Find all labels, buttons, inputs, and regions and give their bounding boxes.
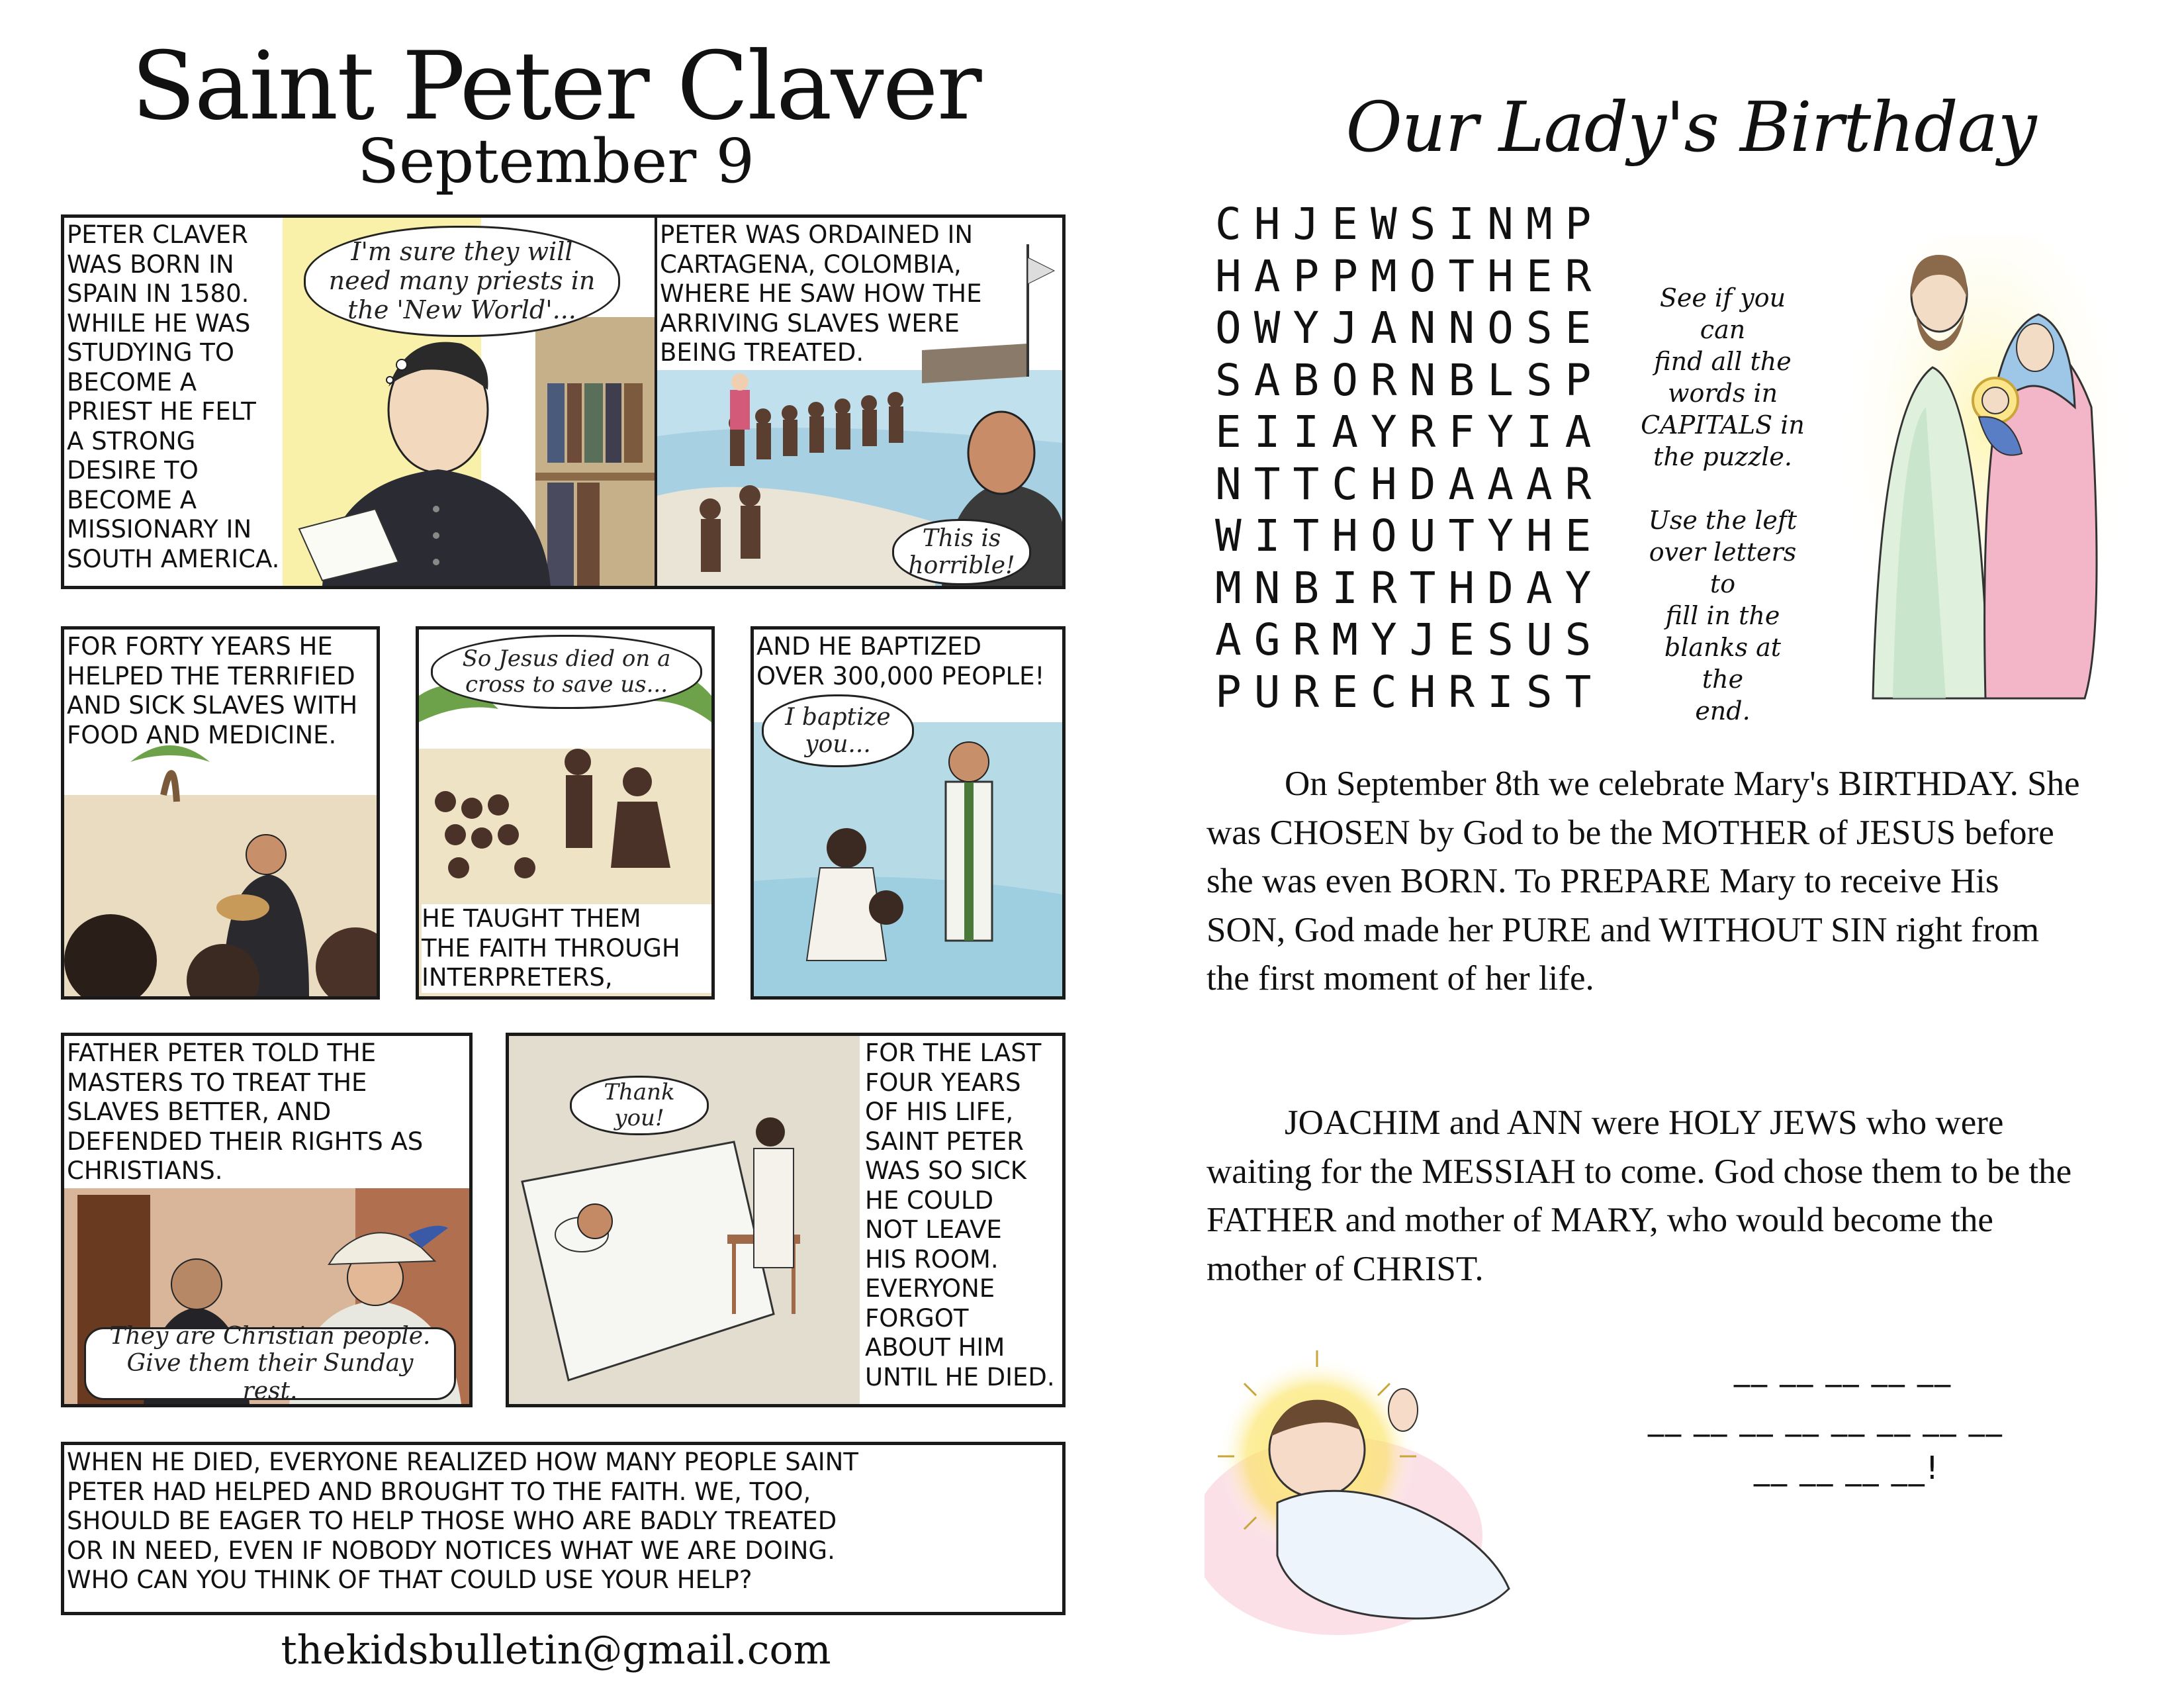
panel-caption: PETER WAS ORDAINED IN CARTAGENA, COLOMBIA, WHERE HE SAW HOW THE ARRIVING SLAVES WERE BEING TREATED. [660, 220, 982, 367]
feast-date: September 9 [357, 126, 755, 197]
comic-panel-3 [61, 626, 380, 1000]
answer-blanks-line-2[interactable]: __ __ __ __ __ __ __ __ [1648, 1400, 2003, 1437]
speech-bubble: Thank you! [570, 1076, 709, 1135]
comic-panel-8 [61, 1442, 1066, 1615]
comic-panel-4 [416, 626, 715, 1000]
word-search-row [1215, 355, 1612, 407]
word-search-row [1215, 459, 1612, 511]
word-search-letters: CHJEWSINMP [1215, 199, 1604, 250]
comic-panel-6 [61, 1033, 473, 1407]
thought-bubble: This is horrible! [892, 519, 1031, 585]
speech-bubble: I baptize you... [762, 694, 914, 767]
word-search-row [1215, 510, 1612, 563]
word-search-row [1215, 251, 1612, 303]
panel-caption: HE TAUGHT THEM THE FAITH THROUGH INTERPRETERS, [422, 904, 713, 993]
word-search-letters: EIIAYRFYIA [1215, 406, 1604, 457]
answer-blanks-line-1[interactable]: __ __ __ __ __ [1734, 1350, 1952, 1387]
page-title: Saint Peter Claver [131, 32, 981, 141]
word-search-letters: OWYJANNOSE [1215, 303, 1604, 353]
panel-caption: FOR FORTY YEARS HE HELPED THE TERRIFIED AND SICK SLAVES WITH FOOD AND MEDICINE. [67, 632, 358, 749]
word-search-row [1215, 667, 1612, 719]
comic-panel-5 [751, 626, 1066, 1000]
word-search-row [1215, 199, 1612, 251]
word-search-letters: SABORNBLSP [1215, 354, 1604, 406]
word-search-row [1215, 406, 1612, 459]
puzzle-instructions: See if you can find all the words in CAPITALS in the puzzle. Use the left over letters to fill in the blanks at the end. [1641, 283, 1805, 726]
word-search-letters: AGRMYJESUS [1215, 614, 1604, 665]
word-search-letters: WITHOUTYHE [1215, 510, 1604, 561]
panel-caption: FATHER PETER TOLD THE MASTERS TO TREAT THE SLAVES BETTER, AND DEFENDED THEIR RIGHTS AS CHRISTIANS. [67, 1039, 424, 1185]
panel-caption: WHEN HE DIED, EVERYONE REALIZED HOW MANY PEOPLE SAINT PETER HAD HELPED AND BROUGHT TO THE FAITH. WE, TOO, SHOULD BE EAGER TO HELP THOSE WHO ARE BADLY TREATED OR IN NEED, EVEN IF NOBODY NOTICES WHAT WE ARE DOING. WHO CAN YOU THINK OF THAT COULD USE YOUR HELP? [67, 1448, 858, 1594]
word-search-row [1215, 303, 1612, 355]
word-search-row [1215, 563, 1612, 615]
panel-caption: AND HE BAPTIZED OVER 300,000 PEOPLE! [756, 632, 1066, 691]
story-paragraph-2: JOACHIM and ANN were HOLY JEWS who were waiting for the MESSIAH to come. God chose them to be the FATHER and mother of MARY, who would become the mother of CHRIST. [1206, 1103, 2072, 1288]
page-title: Our Lady's Birthday [1345, 87, 2036, 167]
comic-panel-2 [654, 214, 1066, 589]
baby-mary-illustration [1205, 1337, 1602, 1648]
comic-panel-7 [506, 1033, 1066, 1407]
speech-bubble: They are Christian people. Give them their Sunday rest. [84, 1327, 456, 1400]
word-search-row [1215, 614, 1612, 667]
word-search-letters: PURECHRIST [1215, 666, 1604, 718]
speech-bubble: So Jesus died on a cross to save us... [431, 635, 702, 709]
panel-caption: FOR THE LAST FOUR YEARS OF HIS LIFE, SAINT PETER WAS SO SICK HE COULD NOT LEAVE HIS ROOM. EVERYONE FORGOT ABOUT HIM UNTIL HE DIED. [865, 1039, 1066, 1392]
contact-email[interactable]: thekidsbulletin@gmail.com [281, 1627, 831, 1673]
thought-bubble: I'm sure they will need many priests in the 'New World'... [304, 226, 620, 337]
word-search-letters: NTTCHDAAAR [1215, 458, 1604, 510]
story-paragraph-1: On September 8th we celebrate Mary's BIRTHDAY. She was CHOSEN by God to be the MOTHER of JESUS before she was even BORN. To PREPARE Mary to receive His SON, God made her PURE and WITHOUT SIN right from the first moment of her life. [1206, 765, 2080, 998]
word-search-letters: HAPPMOTHER [1215, 250, 1604, 302]
panel-caption: PETER CLAVER WAS BORN IN SPAIN IN 1580. WHILE HE WAS STUDYING TO BECOME A PRIEST HE FELT A STRONG DESIRE TO BECOME A MISSIONARY IN SOUTH AMERICA. [67, 220, 280, 573]
word-search-grid [1215, 199, 1612, 718]
comic-panel-1 [61, 214, 658, 589]
holy-family-illustration [1846, 235, 2124, 712]
word-search-letters: MNBIRTHDAY [1215, 562, 1604, 614]
answer-blanks-line-3[interactable]: __ __ __ __! [1754, 1450, 1940, 1487]
